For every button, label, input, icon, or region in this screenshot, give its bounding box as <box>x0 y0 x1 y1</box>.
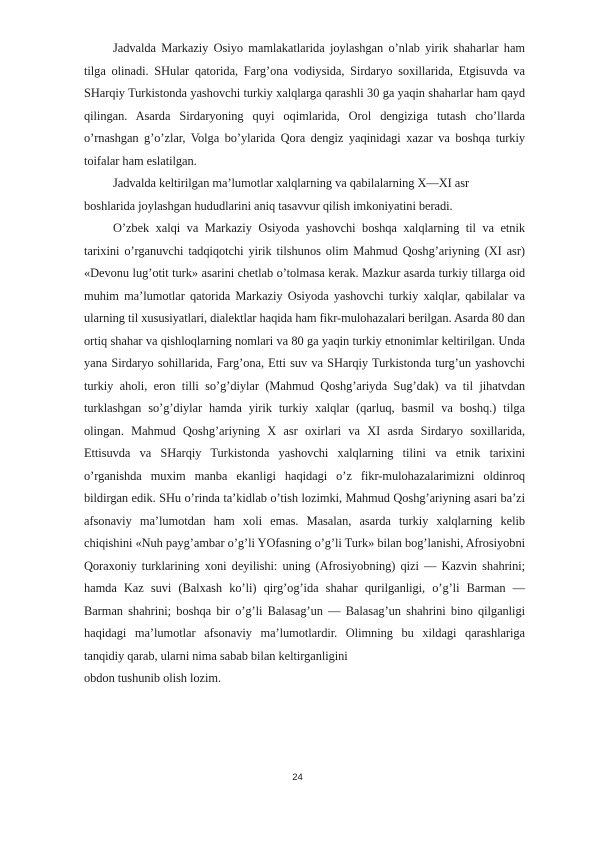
paragraph-qoshgariy: O’zbek xalqi va Markaziy Osiyoda yashovchi boshqa xalqlarning til va etnik tarixini o’rganuvchi tadqiqotchi yirik tilshunos olim Mahmud Qoshg’ariyning (XI asr) «Devonu lug’otit turk» asarini chetlab o’tolmasa kerak. Mazkur asarda turkiy tillarga oid muhim ma’lumotlar qatorida Markaziy Osiyoda yashovchi turkiy xalqlar, qabilalar va ularning til xususiyatlari, dialektlar haqida ham fikr-mulohazalari berilgan. Asarda 80 dan ortiq shahar va qishloqlarning nomlari va 80 ga yaqin turkiy etnonimlar keltirilgan. Unda yana Sirdaryo sohillarida, Farg’ona, Etti suv va SHarqiy Turkistonda turg’un yashovchi turkiy aholi, eron tilli so’g’diylar (Mahmud Qoshg’ariyda Sug’dak) va til jihatvdan turklashgan so’g’diylar hamda yirik turkiy xalqlar (qarluq, basmil va boshq.) tilga olingan. Mahmud Qoshg’ariyning X asr oxirlari va XI asrda Sirdaryo soxillarida, Ettisuvda va SHarqiy Turkistonda yashovchi xalqlarning tilini va etnik tarixini o’rganishda muxim manba ekanligi haqidagi o’z fikr-mulohazalarimizni oldinroq bildirgan edik. SHu o’rinda ta’kidlab o’tish lozimki, Mahmud Qoshg’ariyning asari ba’zi afsonaviy ma’lumotdan ham xoli emas. Masalan, asarda turkiy xalqlarning kelib chiqishini «Nuh payg’ambar o’g’li YOfasning o’g’li Turk» bilan bog’lanishi, Afrosiyobni Qoraxoniy turklarining xoni deyilishi: uning (Afrosiyobning) qizi — Kazvin shahrini; hamda Kaz suvi (Balxash ko’li) qirg’og’ida shahar qurilganligi, o’g’li Barman — Barman shahrini; boshqa bir o’g’li Balasag’un — Balasag’un shahrini bino qilganligi haqidagi ma’lumotlar afsonaviy ma’lumotlardir. Olimning bu xildagi qarashlariga tanqidiy qarab, ularni nima sabab bilan keltirganligini <box>84 221 525 663</box>
paragraph-table-info-line-1: Jadvalda keltirilgan ma’lumotlar xalqlarning va qabilalarning X—XI asr <box>113 176 470 190</box>
paragraph-closing-line: obdon tushunib olish lozim. <box>84 671 222 685</box>
paragraph-table-info-line-2: boshlarida joylashgan hududlarini aniq tasavvur qilish imkoniyatini beradi. <box>84 198 453 213</box>
page-number: 24 <box>292 772 303 783</box>
page-body <box>84 37 525 690</box>
paragraph-cities: Jadvalda Markaziy Osiyo mamlakatlarida joylashgan o’nlab yirik shaharlar ham tilga olinadi. SHular qatorida, Farg’ona vodiysida, Sirdaryo soxillarida, Etgisuvda va SHarqiy Turkistonda yashovchi turkiy xalqlarga qarashli 30 ga yaqin shaharlar ham qayd qilingan. Asarda Sirdaryoning quyi oqimlarida, Orol dengiziga tutash cho’llarda o’rnashgan g’o’zlar, Volga bo’ylarida Qora dengiz yaqinidagi xazar va boshqa turkiy toifalar ham eslatilgan. <box>84 41 525 168</box>
